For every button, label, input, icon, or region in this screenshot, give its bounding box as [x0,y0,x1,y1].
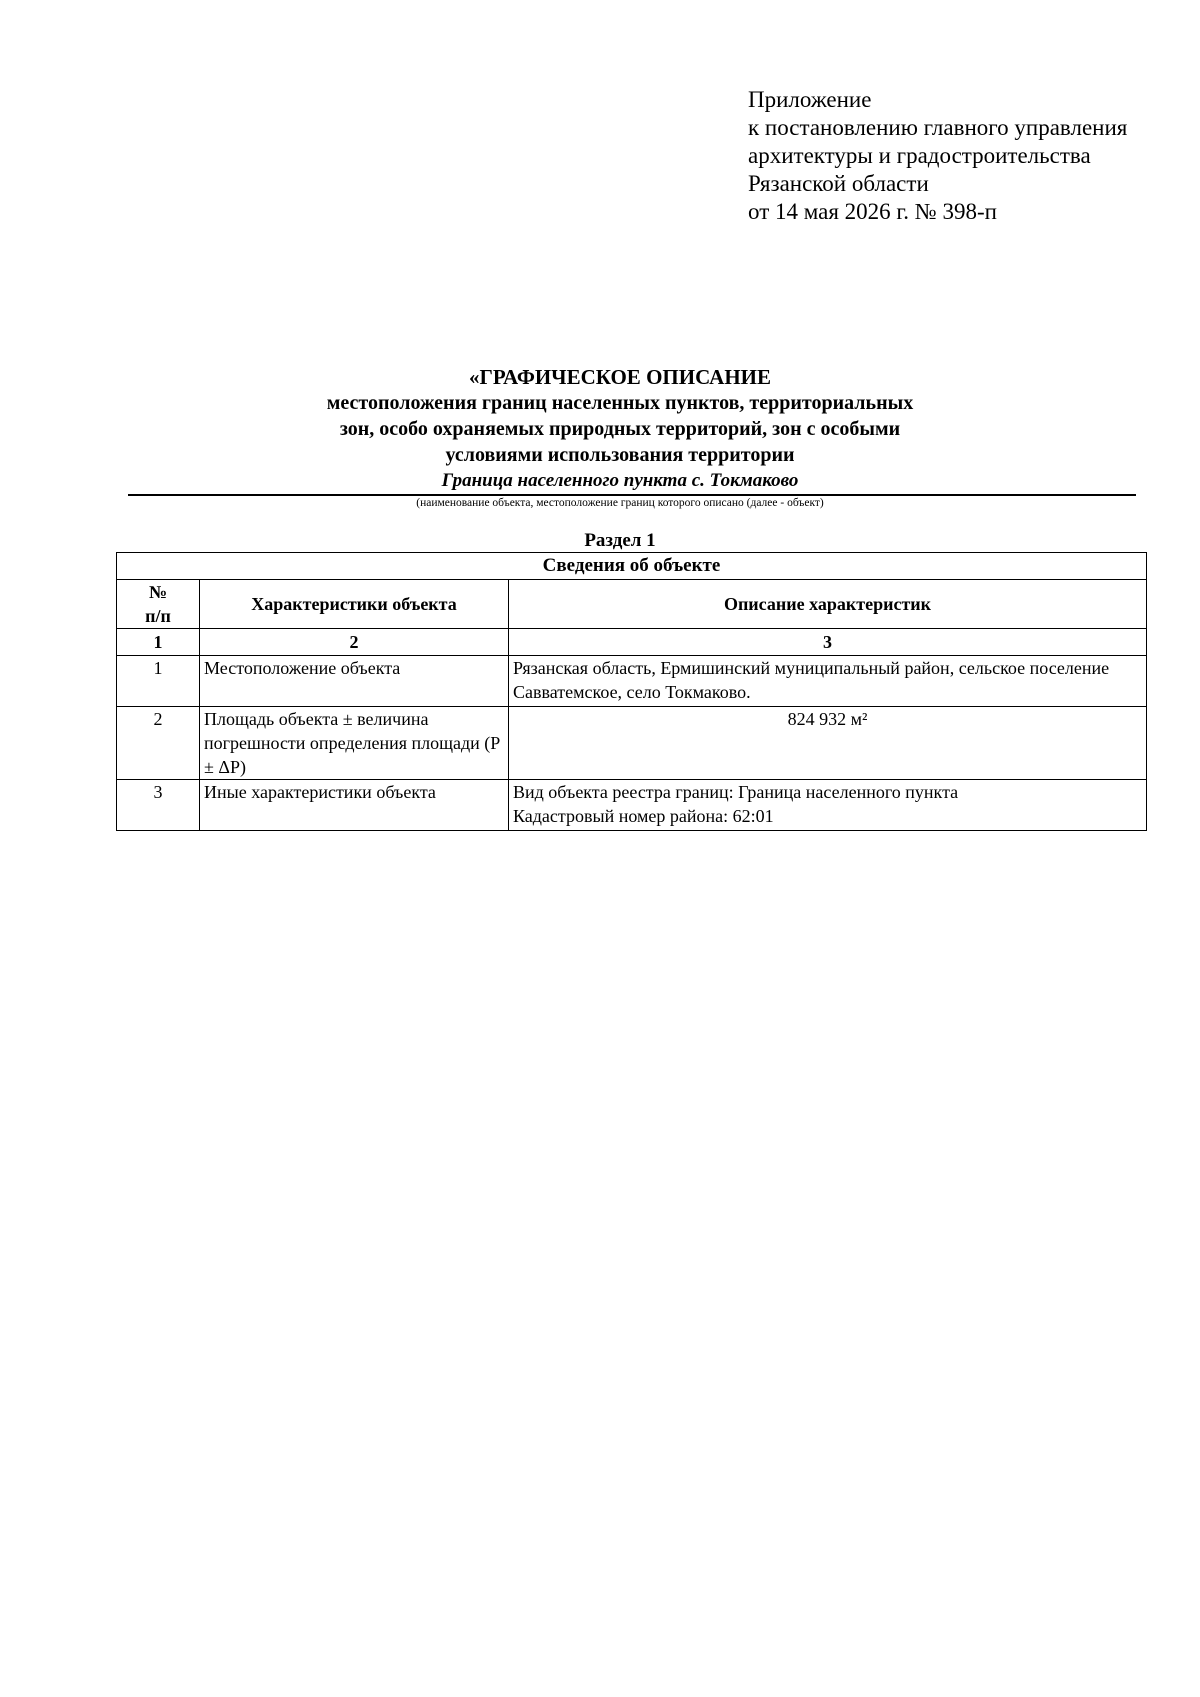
table-row [117,707,1147,780]
table-caption: Сведения об объекте [117,553,1147,580]
appendix-line: от 14 мая 2026 г. № 398-п [748,199,997,224]
table-caption-row [117,553,1147,580]
section-title: Раздел 1 [584,530,656,551]
title-line: местоположения границ населенных пунктов, территориальных [326,392,914,414]
table-header-row [117,580,1147,629]
appendix-line: архитектуры и градостроительства [748,143,1091,168]
row-number: 1 [117,656,200,707]
title-main: «ГРАФИЧЕСКОЕ ОПИСАНИЕ [468,365,772,389]
appendix-line: к постановлению главного управления [748,115,1128,140]
table-row [117,780,1147,831]
title-line: условиями использования территории [445,444,795,466]
row-characteristic: Местоположение объекта [200,656,509,707]
object-name: Граница населенного пункта с. Токмаково [441,470,799,491]
title-line: зон, особо охраняемых природных территорий, зон с особыми [339,418,901,440]
row-description [509,780,1147,831]
table-row [117,656,1147,707]
document-title [120,364,1120,494]
row-characteristic: Иные характеристики объекта [200,780,509,831]
object-info-table [116,552,1147,831]
description-line: Вид объекта реестра границ: Граница населенного пункта [513,782,959,802]
appendix-line: Рязанской области [748,171,929,196]
object-name-caption: (наименование объекта, местоположение границ которого описано (далее - объект) [416,497,824,509]
row-characteristic: Площадь объекта ± величина погрешности определения площади (P ± ΔP) [200,707,509,780]
row-number: 3 [117,780,200,831]
row-description: Рязанская область, Ермишинский муниципальный район, сельское поселение Савватемское, село Токмаково. [509,656,1147,707]
description-line: Кадастровый номер района: 62:01 [513,806,774,826]
row-number: 2 [117,707,200,780]
column-numbers-row [117,629,1147,656]
appendix-line: Приложение [748,87,872,112]
header-description: Описание характеристик [509,580,1147,629]
row-description: 824 932 м² [509,707,1147,780]
header-characteristic: Характеристики объекта [200,580,509,629]
column-number: 3 [509,629,1147,656]
header-number: № п/п [117,580,200,629]
column-number: 1 [117,629,200,656]
appendix-block [748,86,1127,226]
object-name-underline [128,494,1136,496]
column-number: 2 [200,629,509,656]
